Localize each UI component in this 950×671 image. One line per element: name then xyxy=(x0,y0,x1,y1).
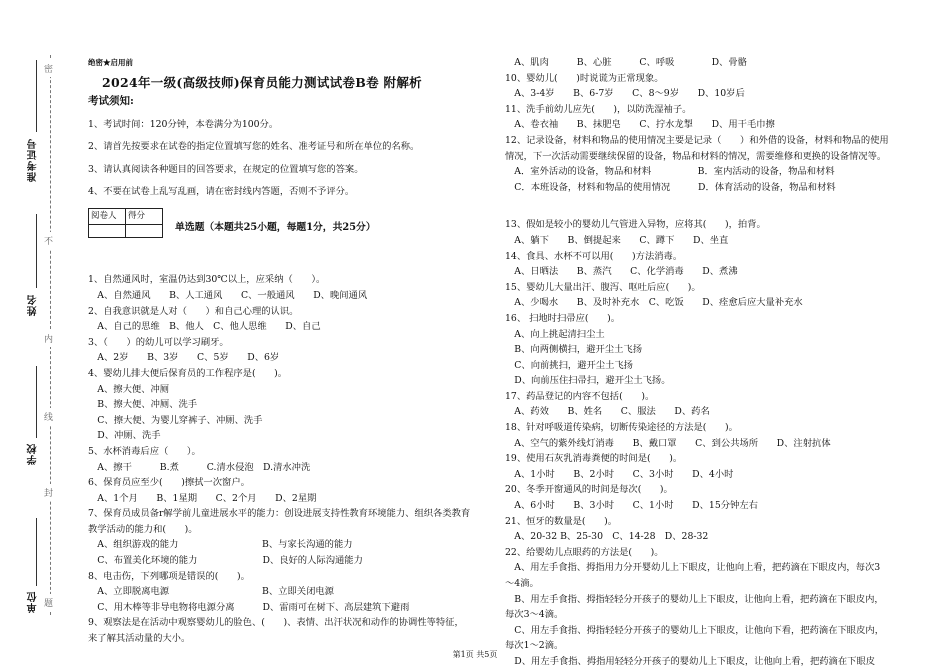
seal-char: 题 xyxy=(44,594,53,611)
answer-option-line: A、药效 B、姓名 C、服法 D、药名 xyxy=(505,406,710,418)
question-line: 6、保育员应至少( )擦拭一次窗户。 xyxy=(88,477,250,489)
grader-label: 阅卷人 xyxy=(89,208,126,225)
answer-option-line: C、用左手食指、拇指轻轻分开孩子的婴幼儿上下眼皮，让他向下看，把药滴在下眼皮内， xyxy=(505,624,884,636)
name-label: 姓名 xyxy=(28,294,39,316)
question-line: 17、药品登记的内容不包括( )。 xyxy=(505,390,655,402)
answer-option-line: A、用左手食指、拇指用力分开婴幼儿上下眼皮，让他向上看，把药滴在下眼皮内，每次3 xyxy=(505,562,881,574)
question-line: 8、电击伤，下列哪项是错误的( )。 xyxy=(88,570,250,582)
question-line: 9、观察法是在活动中观察婴幼儿的脸色、( )、表情、出汗状况和动作的协调性等特征， xyxy=(88,617,464,629)
answer-option-line: A、自然通风 B、人工通风 C、一般通风 D、晚间通风 xyxy=(88,289,368,301)
question-line: 15、婴幼儿大量出汗、腹泻、呕吐后应( )。 xyxy=(505,281,701,293)
answer-option-line: A、1个月 B、1星期 C、2个月 D、2星期 xyxy=(88,492,317,504)
page-footer: 第1页 共5页 xyxy=(452,650,498,659)
question-line: 11、洗手前幼儿应先( )，以防洗湿袖子。 xyxy=(505,103,692,115)
exam-number-label: 准考证号 xyxy=(28,138,39,182)
notice-item: 2、请首先按要求在试卷的指定位置填写您的姓名、准考证号和所在单位的名称。 xyxy=(88,141,420,153)
question-line: 7、保育员成员备r解学前儿童进展水平的能力：创设进展支持性教育环境能力、组织各类教育 xyxy=(88,508,471,520)
exam-number-field[interactable] xyxy=(36,60,37,132)
question-line: 情况，下一次活动需要继续保留的设备，物品和材料的情况，需要维修和更换的设备情况等。 xyxy=(505,150,887,162)
answer-option-line: A、擦干 B.煮 C.清水侵泡 D.清水冲洗 xyxy=(88,461,311,473)
answer-option-line: B、擦大便、冲厕、洗手 xyxy=(88,399,198,411)
left-column xyxy=(88,55,486,647)
question-line: 1、自然通风时，室温仍达到30℃以上，应采纳（ ）。 xyxy=(88,274,326,286)
answer-option-line: A、立即脱离电源 B、立即关闭电源 xyxy=(88,586,334,598)
answer-option-line: C、向前挑扫，避开尘土飞扬 xyxy=(505,359,633,371)
question-list-left xyxy=(88,272,486,646)
seal-char: 内 xyxy=(44,330,53,347)
answer-option-line: A、6小时 B、3小时 C、1小时 D、15分钟左右 xyxy=(505,500,758,512)
answer-option-line: A、2岁 B、3岁 C、5岁 D、6岁 xyxy=(88,352,280,364)
unit-field[interactable] xyxy=(36,518,37,586)
answer-option-line: C、用木棒等非导电物将电源分离 D、雷雨可在树下、高层建筑下避雨 xyxy=(88,601,410,613)
binding-margin xyxy=(0,0,72,671)
unit-label: 单位 xyxy=(28,591,39,613)
question-line: 20、冬季开窗通风的时间是每次( )。 xyxy=(505,484,673,496)
question-line: 16、 扫地时扫帚应( )。 xyxy=(505,312,621,324)
section-title: 单选题（本题共25小题，每题1分，共25分） xyxy=(175,221,376,233)
answer-option-line: D、冲厕、洗手 xyxy=(88,430,161,442)
school-label: 学校 xyxy=(28,443,39,465)
answer-option-line: C．本班设备，材料和物品的使用情况 D．体育活动的设备，物品和材料 xyxy=(505,181,836,193)
answer-option-line: A．室外活动的设备，物品和材料 B．室内活动的设备，物品和材料 xyxy=(505,166,835,178)
question-line: 12、记录设备，材料和物品的使用情况主要是记录（ ）和外借的设备，材料和物品的使用 xyxy=(505,134,889,146)
question-line: 22、给婴幼儿点眼药的方法是( )。 xyxy=(505,546,664,558)
question-line: 14、食具、水杯不可以用( )方法消毒。 xyxy=(505,250,683,262)
question-line: 教学活动的能力和( )。 xyxy=(88,523,198,535)
name-field[interactable] xyxy=(36,214,37,288)
answer-option-line: A、擦大便、冲厕 xyxy=(88,383,170,395)
answer-option-line: D、用左手食指、拇指用轻轻分开孩子的婴幼儿上下眼皮，让他向上看，把药滴在下眼皮 xyxy=(505,655,876,667)
answer-option-line: A、组织游戏的能力 B、与家长沟通的能力 xyxy=(88,539,353,551)
notice-item: 4、不要在试卷上乱写乱画，请在密封线内答题，否则不予评分。 xyxy=(88,186,355,198)
score-label: 得分 xyxy=(126,208,163,225)
question-line: 2、自我意识就是人对（ ）和自己心理的认识。 xyxy=(88,305,299,317)
question-list-right-bottom xyxy=(505,217,910,669)
question-line: 每次3～4滴。 xyxy=(505,609,564,621)
score-box xyxy=(88,208,486,239)
grader-field[interactable] xyxy=(89,225,126,238)
answer-option-line: A、向上挑起清扫尘土 xyxy=(505,328,605,340)
question-line: 5、水杯消毒后应（ ）。 xyxy=(88,445,201,457)
exam-title: 2024年一级(高级技师)保育员能力测试试卷B卷 附解析 xyxy=(102,74,422,90)
answer-option-line: B、向两侧横扫，避开尘土飞扬 xyxy=(505,344,642,356)
answer-option-line: C、布置美化环境的能力 D、良好的人际沟通能力 xyxy=(88,555,363,567)
answer-option-line: A、3-4岁 B、6-7岁 C、8～9岁 D、10岁后 xyxy=(505,88,745,100)
question-line: 4、婴幼儿排大便后保育员的工作程序是( )。 xyxy=(88,367,288,379)
notice-item: 1、考试时间：120分钟，本卷满分为100分。 xyxy=(88,118,279,130)
question-line: 18、针对呼吸道传染病，切断传染途径的方法是( )。 xyxy=(505,422,738,434)
answer-option-line: A、肌肉 B、心脏 C、呼吸 D、骨骼 xyxy=(505,57,747,68)
score-field[interactable] xyxy=(126,225,163,238)
spacer xyxy=(88,238,486,272)
question-line: 21、恒牙的数量是( )。 xyxy=(505,515,618,527)
answer-option-line: A、空气的紫外线灯消毒 B、戴口罩 C、到公共场所 D、注射抗体 xyxy=(505,437,831,449)
question-line: 10、婴幼儿( )时说谎为正常现象。 xyxy=(505,72,664,84)
answer-option-line: A、1小时 B、2小时 C、3小时 D、4小时 xyxy=(505,468,734,480)
seal-char: 密 xyxy=(44,60,53,77)
notice-item: 3、请认真阅读各种题目的回答要求，在规定的位置填写您的答案。 xyxy=(88,163,364,175)
answer-option-line: A、少喝水 B、及时补充水 C、吃饭 D、痊愈后应大量补充水 xyxy=(505,297,803,309)
seal-char: 不 xyxy=(44,232,53,249)
school-field[interactable] xyxy=(36,366,37,438)
question-line: 19、使用石灰乳消毒粪便的时间是( )。 xyxy=(505,453,683,465)
question-line: 每次1～2滴。 xyxy=(505,640,564,652)
spacer xyxy=(505,195,910,217)
answer-option-line: A、躺下 B、倒提起来 C、蹲下 D、坐直 xyxy=(505,234,729,246)
notice-heading: 考试须知: xyxy=(88,95,134,108)
answer-option-line: A、自己的思维 B、他人 C、他人思维 D、自己 xyxy=(88,321,321,333)
question-line: 3、（ ）的幼儿可以学习刷牙。 xyxy=(88,336,229,348)
score-table xyxy=(88,208,163,239)
right-column xyxy=(505,55,910,670)
seal-char: 封 xyxy=(44,484,53,501)
secret-label: 绝密★启用前 xyxy=(88,58,133,67)
question-line: ～4滴。 xyxy=(505,578,539,589)
question-list-right-top xyxy=(505,55,910,195)
answer-option-line: B、用左手食指、拇指轻轻分开孩子的婴幼儿上下眼皮，让他向上看，把药滴在下眼皮内， xyxy=(505,593,884,605)
question-line: 来了解其活动量的大小。 xyxy=(88,633,191,645)
answer-option-line: A、日晒法 B、蒸汽 C、化学消毒 D、煮沸 xyxy=(505,266,738,278)
answer-option-line: A、20-32 B、25-30 C、14-28 D、28-32 xyxy=(505,531,709,543)
answer-option-line: A、卷衣袖 B、抹肥皂 C、拧水龙掣 D、用干毛巾擦 xyxy=(505,119,775,131)
answer-option-line: D、向前压住扫帚扫，避开尘土飞扬。 xyxy=(505,375,671,387)
seal-char: 线 xyxy=(44,408,53,425)
question-line: 13、假如是较小的婴幼儿气管进入异物，应将其( )，拍背。 xyxy=(505,219,766,231)
answer-option-line: C、擦大便、为婴儿穿裤子、冲厕、洗手 xyxy=(88,414,263,426)
